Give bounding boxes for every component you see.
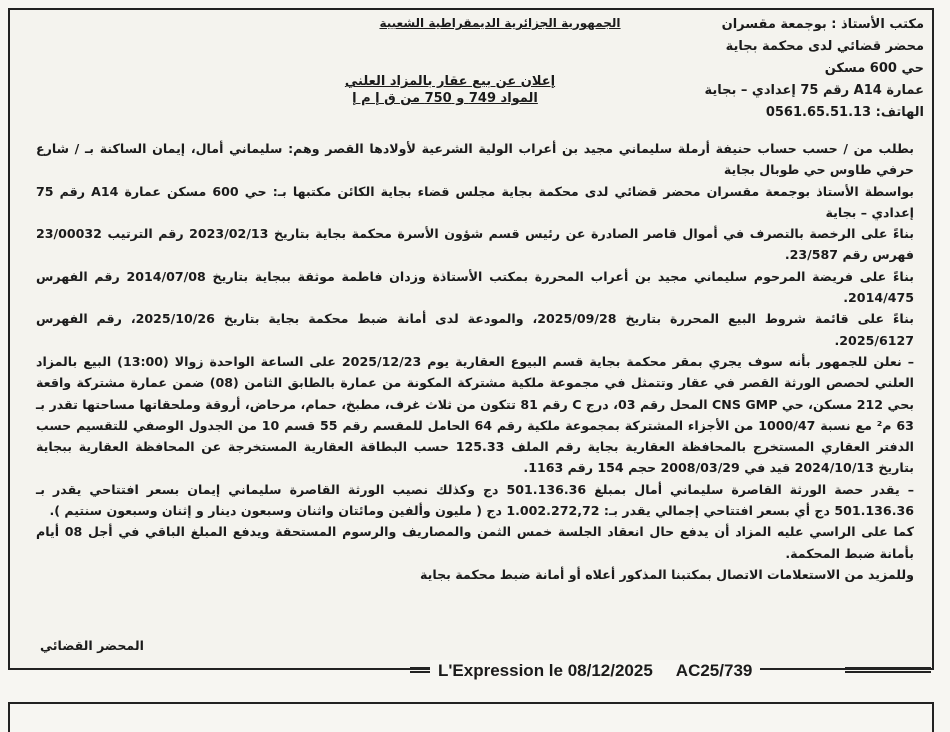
office-line-phone: الهاتف: 0561.65.51.13 (765, 105, 924, 120)
paragraph-inheritance: بناءً على فريضة المرحوم سليماني مجيد بن أعراب المحررة بمكتب الأستاذة وزدان فاطمة موثقة ببجاية بتاريخ 2014/07/08 رقم الفهرس 2014/475. (36, 268, 914, 306)
office-line-building: عمارة A14 رقم 75 إعدادي – بجاية (704, 83, 924, 98)
notice-title: إعلان عن بيع عقار بالمزاد العلني (344, 74, 556, 89)
paragraph-conditions: بناءً على قائمة شروط البيع المحررة بتاريخ 2025/09/28، والمودعة لدى أمانة ضبط محكمة بجاية بتاريخ 2025/10/26، رقم الفهرس 2025/6127. (36, 311, 914, 348)
paragraph-payment: كما على الراسي عليه المزاد أن يدفع حال انعقاد الجلسة خمس الثمن والمصاريف والرسوم المستحقة ويدفع المبلغ الباقي في أجل 08 أيام بأمانة ضبط المحكمة. (36, 524, 914, 561)
footer-rule-right (845, 667, 931, 673)
notice-body (36, 138, 914, 585)
bailiff-office-block (664, 14, 924, 124)
reference-code: AC25/739 (675, 661, 753, 680)
paragraph-auction: – نعلن للجمهور بأنه سوف يجري بمقر محكمة بجاية قسم البيوع العقارية يوم 2025/12/23 على الساعة الواحدة زوالا (13:00) البيع بالمزاد العلني لحصص الورثة القصر في عقار وتتمثل في مجموعة ملكية مشتركة المكونة من عمارة بالطابق الثامن (08) ضمن عمارة مشتركة واقعة بحي 212 مسكن، حي CNS GMP المحل رقم 03، درج C رقم 81 تتكون من ثلاث غرف، مطبخ، حمام، مرحاض، أروقة وملحقاتها مساحتها تقدر بـ 63 م² مع نسبة 1000/47 من الأجزاء المشتركة بمجموعة ملكية رقم 64 الحامل للمقسم رقم 55 قسم 10 من الجدول الوصفي للتقسيم حسب الدفتر العقاري المستخرج بالمحافظة العقارية بجاية رقم الملف 125.33 حسب البطاقة العقارية المستخرجة عن المحافظة العقارية ببجاية بتاريخ 2024/10/13 قيد في 2008/03/29 حجم 154 رقم 1163. (36, 353, 915, 476)
office-line-role: محضر قضائي لدى محكمة بجاية (725, 39, 924, 54)
office-line-name: مكتب الأستاذ : بوجمعة مقسران (721, 17, 924, 32)
paragraph-authorization: بناءً على الرخصة بالتصرف في أموال قاصر الصادرة عن رئيس قسم شؤون الأسرة محكمة بجاية بتاريخ 2023/02/13 رقم الترتيب 23/00032 فهرس رقم 23/587. (36, 226, 915, 263)
footer-rule-left (410, 667, 430, 673)
signature-label: المحضر القضائي (40, 638, 144, 653)
paragraph-price: – يقدر حصة الورثة القاصرة سليماني أمال بمبلغ 501.136.36 دج وكذلك نصيب الورثة القاصرة سليماني إيمان بسعر افتتاحي يقدر بـ 501.136.36 دج أي بسعر افتتاحي إجمالي يقدر بـ: 1.002.272,72 دج ( مليون وألفين ومائتان واثنان وسبعون دينار و إثنان وسبعون سنتيم ). (36, 481, 914, 519)
office-line-district: حي 600 مسكن (824, 61, 924, 76)
republic-heading: الجمهورية الجزائرية الديمقراطية الشعبية (379, 16, 621, 30)
paragraph-requester: بطلب من / حسب حساب حنيفة أرملة سليماني مجيد بن أعراب الولية الشرعية لأولادها القصر وهم: سليماني أمال، إيمان الساكنة بـ / شارع حرفي طاوس حي طوبال بجاية (36, 141, 914, 178)
paragraph-bailiff: بواسطة الأستاذ بوجمعة مقسران محضر قضائي لدى محكمة بجاية مجلس قضاء بجاية الكائن مكتبها بـ: حي 600 مسكن عمارة A14 رقم 75 إعدادي – بجاية (36, 183, 914, 220)
publication-line: L'Expression le 08/12/2025 (438, 661, 653, 680)
notice-subtitle: المواد 749 و 750 من ق إ م إ (352, 91, 538, 106)
publication-footer (430, 660, 760, 682)
next-notice-frame (8, 702, 934, 732)
paragraph-contact: وللمزيد من الاستعلامات الاتصال بمكتبنا المذكور أعلاه أو أمانة ضبط محكمة بجاية (419, 566, 914, 582)
